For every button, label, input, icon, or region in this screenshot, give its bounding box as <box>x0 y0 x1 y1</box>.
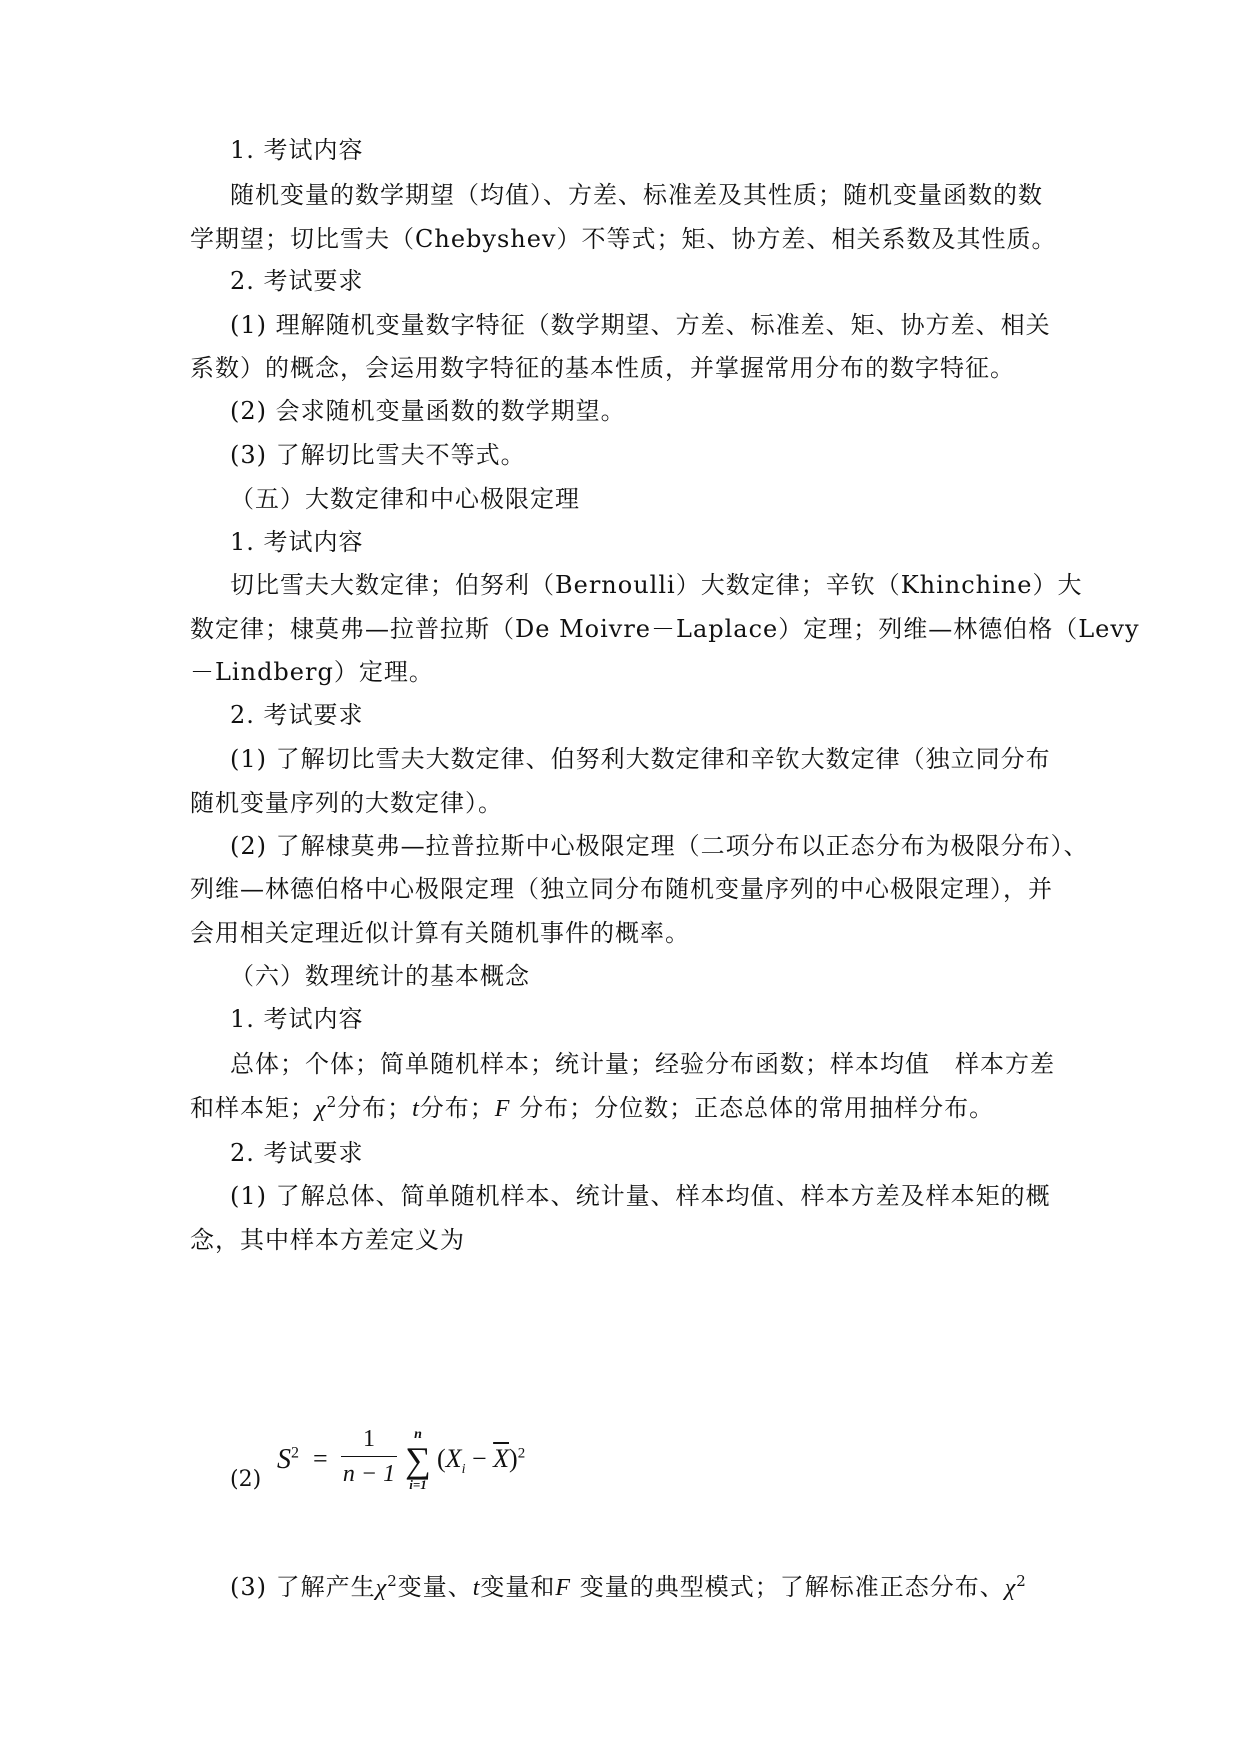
text-run: 分布；分位数；正态总体的常用抽样分布。 <box>519 1094 995 1122</box>
paragraph-line: 随机变量序列的大数定律）。 <box>190 789 503 817</box>
paragraph-line-typical-modes <box>230 1572 1110 1603</box>
chi-symbol: χ <box>375 1575 388 1601</box>
sample-variance-formula <box>277 1418 577 1498</box>
section-heading-exam-requirements: 2. 考试要求 <box>230 1139 364 1167</box>
paragraph-line: (1) 了解总体、简单随机样本、统计量、样本均值、样本方差及样本矩的概 <box>230 1182 1051 1210</box>
summation-icon: ∑ <box>405 1440 431 1480</box>
t-symbol: t <box>472 1575 481 1601</box>
summation-lower: i=1 <box>409 1477 427 1492</box>
formula-s-letter: S <box>277 1444 291 1475</box>
exponent: 2 <box>1016 1572 1027 1590</box>
f-symbol: F <box>494 1096 511 1122</box>
formula-label: (2) <box>230 1467 262 1492</box>
paragraph-line: (1) 了解切比雪夫大数定律、伯努利大数定律和辛钦大数定律（独立同分布 <box>230 745 1051 773</box>
paragraph-line: (2) 会求随机变量函数的数学期望。 <box>230 397 626 425</box>
paragraph-line: (3) 了解切比雪夫不等式。 <box>230 441 526 469</box>
paragraph-line: (2) 了解棣莫弗—拉普拉斯中心极限定理（二项分布以正态分布为极限分布）、 <box>230 832 1089 860</box>
paragraph-line: 系数）的概念，会运用数字特征的基本性质，并掌握常用分布的数字特征。 <box>190 354 1015 382</box>
f-symbol: F <box>555 1575 572 1601</box>
section-heading-exam-content: 1. 考试内容 <box>230 1005 364 1033</box>
exponent: 2 <box>387 1572 398 1590</box>
formula-body <box>437 1444 526 1478</box>
formula-s <box>277 1444 299 1476</box>
paragraph-line: 列维—林德伯格中心极限定理（独立同分布随机变量序列的中心极限定理），并 <box>190 875 1053 903</box>
section-heading-exam-requirements: 2. 考试要求 <box>230 701 364 729</box>
exponent: 2 <box>326 1093 338 1111</box>
paragraph-line: 总体；个体；简单随机样本；统计量；经验分布函数；样本均值 样本方差 <box>230 1050 1055 1078</box>
text-run: 变量的典型模式；了解标准正态分布、 <box>579 1573 1005 1601</box>
text-run: 和样本矩； <box>190 1094 315 1122</box>
formula-fraction <box>341 1424 397 1489</box>
summation-upper: n <box>414 1427 422 1442</box>
fraction-denominator: n − 1 <box>342 1461 396 1487</box>
text-run: (3) 了解产生 <box>230 1573 376 1601</box>
chi-symbol: χ <box>1004 1575 1017 1601</box>
chi-symbol: χ <box>315 1096 327 1122</box>
exponent: 2 <box>291 1444 299 1462</box>
summation <box>403 1428 433 1492</box>
paragraph-line: 切比雪夫大数定律；伯努利（Bernoulli）大数定律；辛钦（Khinchine）大 <box>230 571 1083 599</box>
chapter-heading-six: （六）数理统计的基本概念 <box>230 962 530 990</box>
subscript-i: i <box>461 1462 466 1478</box>
x-bar-symbol: $\overline{X}$ <box>493 1444 510 1473</box>
paragraph-line: 随机变量的数学期望（均值）、方差、标准差及其性质；随机变量函数的数 <box>230 181 1043 209</box>
paragraph-line: 学期望；切比雪夫（Chebyshev）不等式；矩、协方差、相关系数及其性质。 <box>190 225 1057 253</box>
text-run: 分布； <box>419 1094 495 1122</box>
chapter-heading-five: （五）大数定律和中心极限定理 <box>230 485 580 513</box>
paragraph-line: 数定律；棣莫弗—拉普拉斯（De Moivre－Laplace）定理；列维—林德伯格（Levy <box>190 615 1140 643</box>
paren-open: ( <box>437 1444 446 1473</box>
paragraph-line: 会用相关定理近似计算有关随机事件的概率。 <box>190 919 690 947</box>
t-symbol: t <box>412 1096 420 1122</box>
paragraph-line-distributions <box>190 1093 1070 1124</box>
paragraph-line: －Lindberg）定理。 <box>190 658 434 686</box>
minus: − <box>465 1444 494 1473</box>
x-symbol: X <box>445 1444 462 1473</box>
fraction-numerator: 1 <box>363 1426 375 1452</box>
exponent: 2 <box>517 1445 526 1462</box>
paragraph-line: 念，其中样本方差定义为 <box>190 1226 465 1254</box>
paragraph-line: (1) 理解随机变量数字特征（数学期望、方差、标准差、矩、协方差、相关 <box>230 311 1051 339</box>
formula-equals: = <box>313 1444 328 1473</box>
text-run: 分布； <box>337 1094 413 1122</box>
text-run: 变量和 <box>480 1573 556 1601</box>
fraction-bar <box>341 1456 397 1457</box>
text-run: 变量、 <box>397 1573 473 1601</box>
section-heading-exam-content: 1. 考试内容 <box>230 528 364 556</box>
section-heading-exam-requirements: 2. 考试要求 <box>230 267 364 295</box>
paren-close: ) <box>509 1444 518 1473</box>
section-heading-exam-content: 1. 考试内容 <box>230 136 364 164</box>
